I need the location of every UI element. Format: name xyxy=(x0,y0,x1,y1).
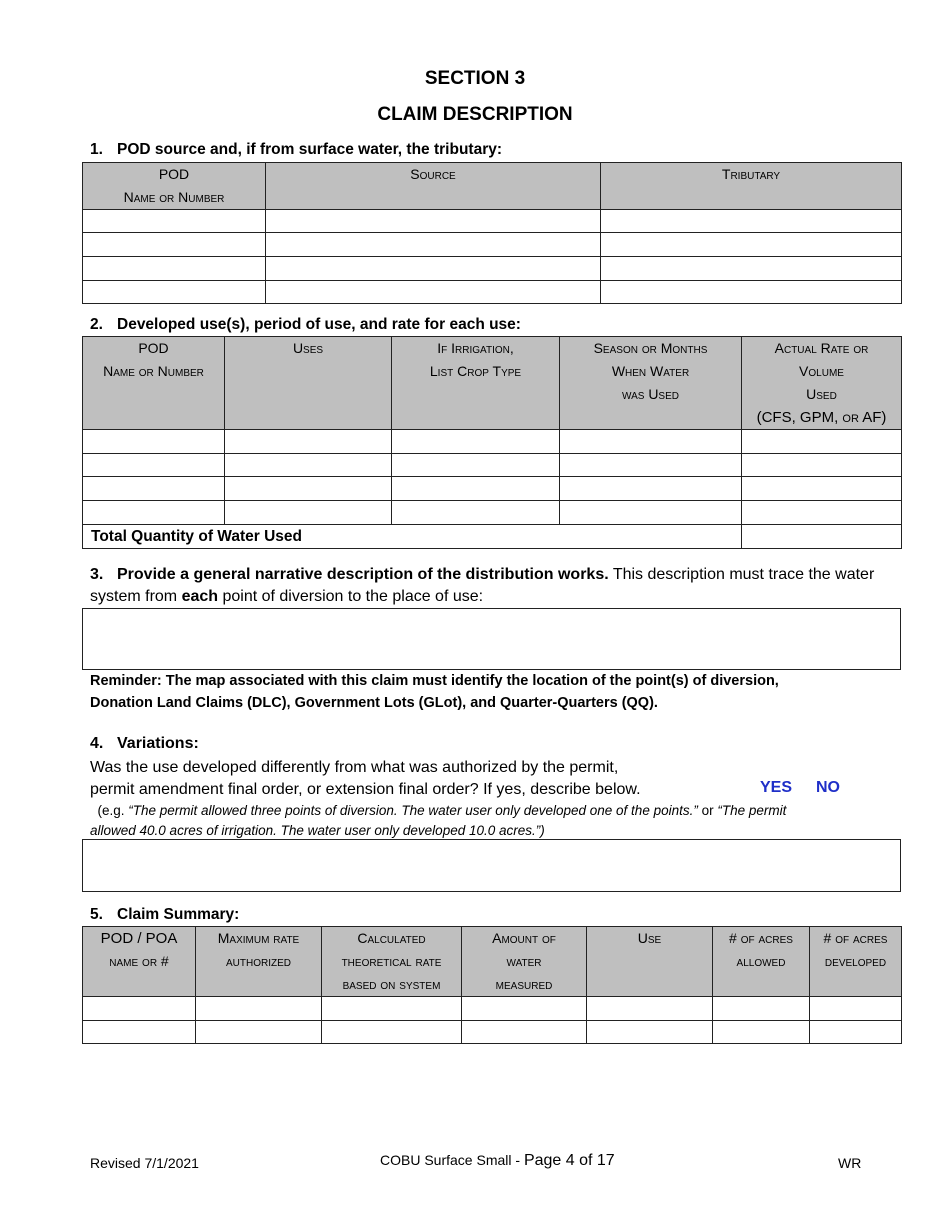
map-reminder xyxy=(90,670,890,714)
table-cell[interactable] xyxy=(225,501,392,525)
table-cell[interactable] xyxy=(196,1021,322,1044)
q2-heading xyxy=(90,316,521,334)
eg-or: or xyxy=(697,803,718,818)
eg-prefix: (e.g. xyxy=(97,803,129,818)
total-quantity-cell[interactable] xyxy=(742,525,902,549)
pod-poa-header-line2: name or # xyxy=(109,953,169,969)
distribution-works-description-field[interactable] xyxy=(82,608,901,670)
max-rate-header-line1: Maximum rate xyxy=(217,930,300,946)
calculated-rate-header-line3: based on system xyxy=(342,976,441,992)
table-cell[interactable] xyxy=(83,501,225,525)
table-row xyxy=(83,501,902,525)
table-row xyxy=(83,1021,902,1044)
source-cell[interactable] xyxy=(266,210,601,233)
max-rate-header-line2: authorized xyxy=(226,953,291,969)
q5-number: 5. xyxy=(90,906,103,923)
table-cell[interactable] xyxy=(560,477,742,501)
irrigation-header xyxy=(392,337,560,430)
rate-header-line4: (CFS, GPM, or AF) xyxy=(756,409,887,426)
pod-cell[interactable] xyxy=(83,233,266,257)
table-cell[interactable] xyxy=(810,1021,902,1044)
total-row xyxy=(83,525,902,549)
table-cell[interactable] xyxy=(83,454,225,477)
rate-header-line2: Volume xyxy=(799,363,844,379)
q3-text-b: point of diversion to the place of use: xyxy=(218,588,484,605)
footer-center xyxy=(380,1152,615,1170)
table-cell[interactable] xyxy=(83,430,225,454)
acres-developed-header-line1: # of acres xyxy=(823,930,888,946)
eg-example2-end: allowed 40.0 acres of irrigation. The water user only developed 10.0 acres.”) xyxy=(90,823,545,838)
section-subtitle: CLAIM DESCRIPTION xyxy=(377,104,573,125)
use-header: Use xyxy=(587,927,713,997)
q5-title: Claim Summary: xyxy=(117,906,240,923)
table-cell[interactable] xyxy=(83,1021,196,1044)
q3-number: 3. xyxy=(90,566,104,583)
season-header-line1: Season or Months xyxy=(593,340,708,356)
rate-header-line1: Actual Rate or xyxy=(774,340,869,356)
q5-heading xyxy=(90,906,239,924)
season-header-line2: When Water xyxy=(611,363,690,379)
developed-use-table xyxy=(82,336,902,549)
table-row xyxy=(83,257,902,281)
table-cell[interactable] xyxy=(392,454,560,477)
q4-question-line2: permit amendment final order, or extension final order? If yes, describe below. xyxy=(90,781,641,798)
reminder-line2: Donation Land Claims (DLC), Government Lots (GLot), and Quarter-Quarters (QQ). xyxy=(90,695,658,711)
pod-cell[interactable] xyxy=(83,281,266,304)
pod-poa-header-line1: POD / POA xyxy=(100,930,178,947)
table-cell[interactable] xyxy=(83,477,225,501)
irrigation-header-line1: If Irrigation, xyxy=(437,340,514,356)
table-cell[interactable] xyxy=(392,501,560,525)
table-cell[interactable] xyxy=(713,1021,810,1044)
q1-title: POD source and, if from surface water, the tributary: xyxy=(117,141,503,158)
table-cell[interactable] xyxy=(587,1021,713,1044)
acres-allowed-header-line2: allowed xyxy=(736,953,786,969)
acres-allowed-header xyxy=(713,927,810,997)
table-row xyxy=(83,997,902,1021)
source-cell[interactable] xyxy=(266,233,601,257)
table-row xyxy=(83,430,902,454)
table-cell[interactable] xyxy=(560,454,742,477)
pod-source-table xyxy=(82,162,902,304)
pod-source-header-row xyxy=(83,163,902,210)
footer-page-number: Page 4 of 17 xyxy=(523,1152,615,1169)
q3-text-a: This description must trace the water system from xyxy=(90,566,875,605)
table-row xyxy=(83,281,902,304)
table-cell[interactable] xyxy=(392,477,560,501)
claim-summary-table xyxy=(82,926,902,1044)
acres-developed-header xyxy=(810,927,902,997)
table-cell[interactable] xyxy=(392,430,560,454)
amount-measured-header-line3: measured xyxy=(495,976,553,992)
max-rate-header xyxy=(196,927,322,997)
pod-cell[interactable] xyxy=(83,210,266,233)
yes-option[interactable]: YES xyxy=(760,779,793,796)
table-row xyxy=(83,210,902,233)
eg-example2-start: “The permit xyxy=(717,803,787,818)
table-cell[interactable] xyxy=(560,501,742,525)
table-cell[interactable] xyxy=(742,430,902,454)
table-cell[interactable] xyxy=(225,477,392,501)
table-cell[interactable] xyxy=(713,997,810,1021)
table-cell[interactable] xyxy=(462,997,587,1021)
tributary-cell[interactable] xyxy=(601,281,902,304)
claim-summary-header-row xyxy=(83,927,902,997)
source-cell[interactable] xyxy=(266,281,601,304)
q1-number: 1. xyxy=(90,141,103,158)
pod-poa-header xyxy=(83,927,196,997)
reminder-line1: Reminder: The map associated with this claim must identify the location of the point(s) of diversion, xyxy=(90,673,779,689)
tributary-cell[interactable] xyxy=(601,233,902,257)
irrigation-header-line2: List Crop Type xyxy=(429,363,522,379)
calculated-rate-header-line2: theoretical rate xyxy=(341,953,442,969)
table-cell[interactable] xyxy=(196,997,322,1021)
rate-header xyxy=(742,337,902,430)
source-header: Source xyxy=(266,163,601,210)
q3-paragraph xyxy=(90,564,880,608)
footer-revised: Revised 7/1/2021 xyxy=(90,1155,199,1171)
calculated-rate-header-line1: Calculated xyxy=(357,930,426,946)
tributary-cell[interactable] xyxy=(601,257,902,281)
table-cell[interactable] xyxy=(742,454,902,477)
acres-allowed-header-line1: # of acres xyxy=(729,930,793,946)
amount-measured-header-line2: water xyxy=(506,953,542,969)
table-cell[interactable] xyxy=(742,501,902,525)
table-cell[interactable] xyxy=(322,997,462,1021)
q4-number: 4. xyxy=(90,735,104,752)
amount-measured-header xyxy=(462,927,587,997)
pod-header xyxy=(83,163,266,210)
q3-title: Provide a general narrative description of the distribution works. xyxy=(117,566,609,583)
source-cell[interactable] xyxy=(266,257,601,281)
pod-header-line2: Name or Number xyxy=(123,189,225,205)
pod-header-line1: POD xyxy=(138,340,169,356)
table-row xyxy=(83,477,902,501)
no-option[interactable]: NO xyxy=(816,779,840,796)
tributary-cell[interactable] xyxy=(601,210,902,233)
table-cell[interactable] xyxy=(742,477,902,501)
table-cell[interactable] xyxy=(225,430,392,454)
total-label: Total Quantity of Water Used xyxy=(83,525,742,549)
calculated-rate-header xyxy=(322,927,462,997)
q4-example xyxy=(90,801,890,841)
table-row xyxy=(83,454,902,477)
q3-text-bold: each xyxy=(181,588,219,605)
eg-example1: “The permit allowed three points of diversion. The water user only developed one of the points.” xyxy=(128,803,698,818)
footer-wr: WR xyxy=(838,1155,862,1171)
table-cell[interactable] xyxy=(225,454,392,477)
q4-heading xyxy=(90,735,199,753)
pod-header-line2: Name or Number xyxy=(103,363,204,379)
table-cell[interactable] xyxy=(322,1021,462,1044)
pod-header-line1: POD xyxy=(158,166,190,182)
q1-heading xyxy=(90,141,502,159)
table-row xyxy=(83,233,902,257)
q2-title: Developed use(s), period of use, and rate for each use: xyxy=(117,316,521,333)
table-cell[interactable] xyxy=(462,1021,587,1044)
tributary-header: Tributary xyxy=(601,163,902,210)
season-header xyxy=(560,337,742,430)
pod-cell[interactable] xyxy=(83,257,266,281)
q2-number: 2. xyxy=(90,316,103,333)
season-header-line3: was Used xyxy=(622,386,679,402)
pod-header xyxy=(83,337,225,430)
acres-developed-header-line2: developed xyxy=(824,953,887,969)
table-cell[interactable] xyxy=(810,997,902,1021)
developed-use-header-row xyxy=(83,337,902,430)
footer-form-name: COBU Surface Small - xyxy=(380,1152,524,1168)
variations-description-field[interactable] xyxy=(82,839,901,892)
table-cell[interactable] xyxy=(83,997,196,1021)
section-title: SECTION 3 xyxy=(424,68,526,89)
q4-title: Variations: xyxy=(117,735,199,752)
table-cell[interactable] xyxy=(587,997,713,1021)
q4-question-line1: Was the use developed differently from what was authorized by the permit, xyxy=(90,759,619,776)
uses-header: Uses xyxy=(225,337,392,430)
table-cell[interactable] xyxy=(560,430,742,454)
amount-measured-header-line1: Amount of xyxy=(492,930,556,946)
rate-header-line3: Used xyxy=(806,386,837,402)
